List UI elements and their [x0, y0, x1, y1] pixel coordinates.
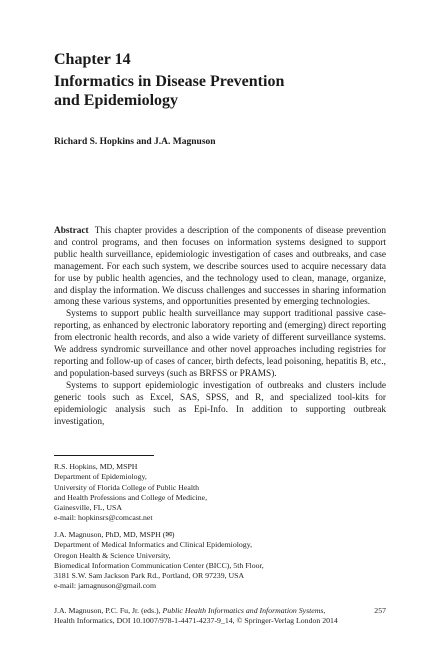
footer-citation-line — [54, 606, 386, 616]
footer-citation — [54, 606, 325, 616]
footer-doi-line: Health Informatics, DOI 10.1007/978-1-4471-4237-9_14, © Springer-Verlag London 2014 — [54, 616, 338, 626]
chapter-title — [54, 72, 394, 110]
affiliation-line: 3181 S.W. Sam Jackson Park Rd., Portland, OR 97239, USA — [54, 571, 245, 581]
footer-book-title: Public Health Informatics and Information Systems, — [162, 606, 326, 615]
chapter-title-line-2: and Epidemiology — [54, 92, 179, 109]
footnote-divider — [54, 455, 154, 456]
abstract-text: This chapter provides a description of the components of disease prevention and control programs, and then focuses on information systems designed to support public health surveillance, epidemiologic investigation of cases and outbreaks, and case management. For each such system, we describe sources used to acquire necessary data for use by public health agencies, and the technology used to clean, manage, organize, and display the information. We discuss challenges and successes in sharing information among these various systems, and opportunities presented by emerging technologies. — [54, 226, 386, 308]
affiliation-line: and Health Professions and College of Medicine, — [54, 492, 208, 502]
abstract-paragraph — [54, 226, 386, 309]
affiliation-line: University of Florida College of Public Health — [54, 482, 200, 492]
page-number: 257 — [374, 606, 386, 615]
author-affiliation-1 — [54, 462, 386, 524]
affiliation-email: e-mail: hopkinsrs@comcast.net — [54, 513, 153, 523]
affiliation-line: Biomedical Information Communication Center (BICC), 5th Floor, — [54, 560, 264, 570]
affiliation-line: Department of Medical Informatics and Clinical Epidemiology, — [54, 540, 253, 550]
affiliation-line: R.S. Hopkins, MD, MSPH — [54, 462, 138, 471]
page-footer — [54, 606, 386, 627]
body-text — [54, 226, 386, 428]
authors: Richard S. Hopkins and J.A. Magnuson — [54, 137, 216, 147]
chapter-label: Chapter 14 — [54, 51, 131, 68]
affiliation-line: J.A. Magnuson, PhD, MD, MSPH (✉) — [54, 530, 175, 539]
affiliation-email: e-mail: jamagnuson@gmail.com — [54, 581, 157, 591]
chapter-title-line-1: Informatics in Disease Prevention — [54, 73, 285, 90]
affiliation-line: Department of Epidemiology, — [54, 472, 147, 482]
abstract-heading: Abstract — [54, 226, 89, 236]
author-affiliation-2 — [54, 530, 386, 592]
affiliation-line: Oregon Health & Science University, — [54, 550, 171, 560]
footer-editors: J.A. Magnuson, P.C. Fu, Jr. (eds.), — [54, 606, 161, 615]
body-paragraph: Systems to support epidemiologic investigation of outbreaks and clusters include generic tools such as Excel, SAS, SPSS, and R, and specialized tool-kits for epidemiologic analysis such as Epi-Info. In addition to supporting outbreak investigation, — [54, 380, 386, 427]
body-paragraph: Systems to support public health surveillance may support traditional passive case-reporting, as enhanced by electronic laboratory reporting and (emerging) direct reporting from electronic health records, and also a wide variety of different surveillance systems. We address syndromic surveillance and other novel approaches including registries for reporting and follow-up of cases of cancer, birth defects, lead poisoning, hepatitis B, etc., and population-based surveys (such as BRFSS or PRAMS). — [54, 309, 386, 379]
affiliation-line: Gainesville, FL, USA — [54, 503, 123, 513]
